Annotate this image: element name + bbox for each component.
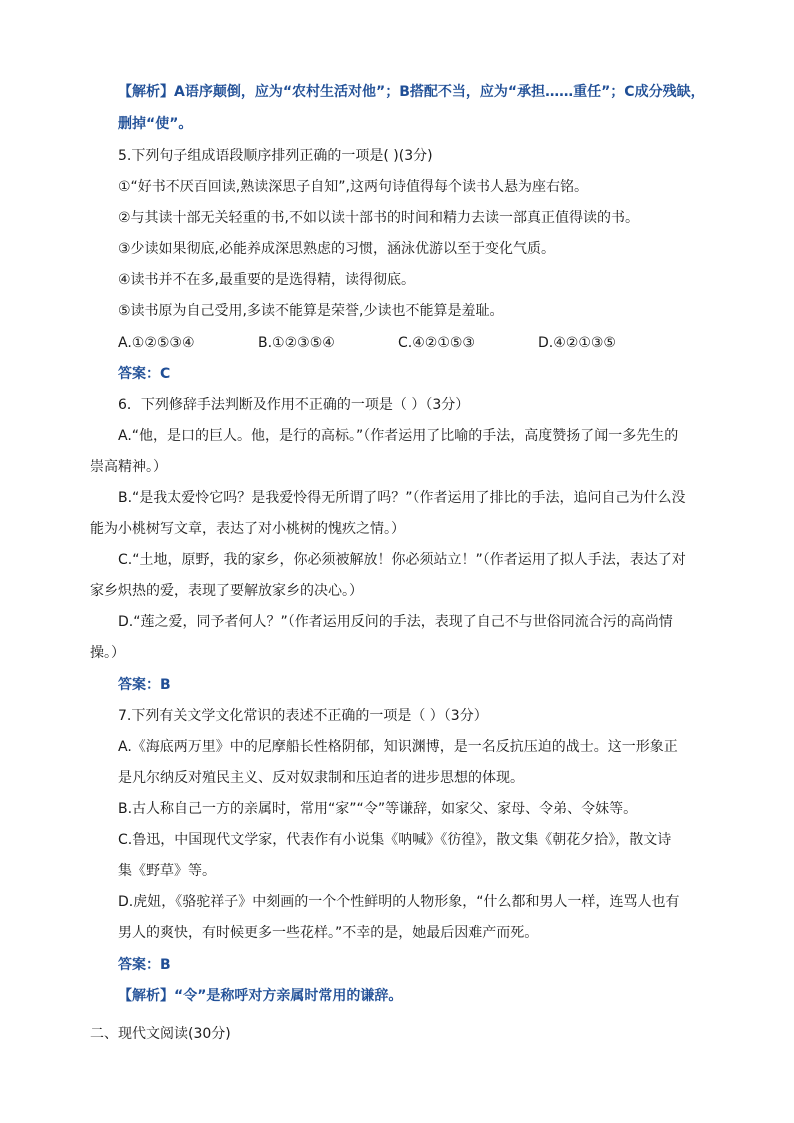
question-6-option-c: C.“土地，原野，我的家乡，你必须被解放！你必须站立！”（作者运用了拟人手法，表达了对 [118,552,686,568]
question-6-stem: 6．下列修辞手法判断及作用不正确的一项是（ ）（3分） [118,397,470,413]
analysis-text: 删掉“使”。 [118,116,193,132]
question-5-option-b: B.①②③⑤④ [258,335,335,351]
question-6-option-b-cont: 能为小桃树写文章，表达了对小桃树的愧疚之情。） [90,521,405,537]
question-5-sentence: ③少读如果彻底,必能养成深思熟虑的习惯，涵泳优游以至于变化气质。 [118,241,555,257]
question-5-sentence: ②与其读十部无关轻重的书,不如以读十部书的时间和精力去读一部真正值得读的书。 [118,210,639,226]
question-7-stem: 7.下列有关文学文化常识的表述不正确的一项是（ ）（3分） [118,708,488,724]
question-5-sentence: ①“好书不厌百回读,熟读深思子自知”,这两句诗值得每个读书人悬为座右铭。 [118,179,588,195]
question-6-option-d: D.“莲之爱，同予者何人？”（作者运用反问的手法，表现了自己不与世俗同流合污的高尚情 [118,614,673,630]
question-6-answer: 答案：B [118,677,171,693]
question-5-sentence: ④读书并不在多,最重要的是选得精，读得彻底。 [118,272,415,288]
question-5-option-c: C.④②①⑤③ [398,335,475,351]
section-heading: 二、现代文阅读(30分) [90,1026,231,1042]
question-7-option-a: A.《海底两万里》中的尼摩船长性格阴郁，知识渊博，是一名反抗压迫的战士。这一形象正 [118,739,678,755]
question-5-option-a: A.①②⑤③④ [118,335,195,351]
analysis-text: 【解析】A语序颠倒，应为“农村生活对他”；B搭配不当，应为“承担……重任”；C成分残缺， [118,84,705,100]
question-7-option-a-cont: 是凡尔纳反对殖民主义、反对奴隶制和压迫者的进步思想的体现。 [118,770,524,786]
question-7-option-d-cont: 男人的爽快，有时候更多一些花样。”不幸的是，她最后因难产而死。 [118,925,539,941]
question-6-option-b: B.“是我太爱怜它吗？是我爱怜得无所谓了吗？”（作者运用了排比的手法，追问自己为什么没 [118,490,686,506]
question-6-option-c-cont: 家乡炽热的爱，表现了要解放家乡的决心。） [90,583,363,599]
question-5-stem: 5.下列句子组成语段顺序排列正确的一项是( )(3分) [118,148,433,164]
question-7-option-c-cont: 集《野草》等。 [118,863,216,879]
question-7-option-b: B.古人称自己一方的亲属时，常用“家”“令”等谦辞，如家父、家母、令弟、令妹等。 [118,801,638,817]
question-7-answer: 答案：B [118,957,171,973]
question-5-answer: 答案：C [118,366,171,382]
question-6-option-a: A.“他，是口的巨人。他，是行的高标。”（作者运用了比喻的手法，高度赞扬了闻一多先生的 [118,428,679,444]
question-5-sentence: ⑤读书原为自己受用,多读不能算是荣誉,少读也不能算是羞耻。 [118,303,504,319]
question-7-analysis: 【解析】“令”是称呼对方亲属时常用的谦辞。 [118,988,403,1004]
question-6-option-d-cont: 操。） [90,645,125,661]
question-6-option-a-cont: 崇高精神。） [90,459,167,475]
question-5-option-d: D.④②①③⑤ [538,335,616,351]
question-7-option-c: C.鲁迅，中国现代文学家，代表作有小说集《呐喊》《彷徨》，散文集《朝花夕拾》，散文诗 [118,832,672,848]
question-7-option-d: D.虎妞，《骆驼祥子》中刻画的一个个性鲜明的人物形象，“什么都和男人一样，连骂人也有 [118,894,680,910]
